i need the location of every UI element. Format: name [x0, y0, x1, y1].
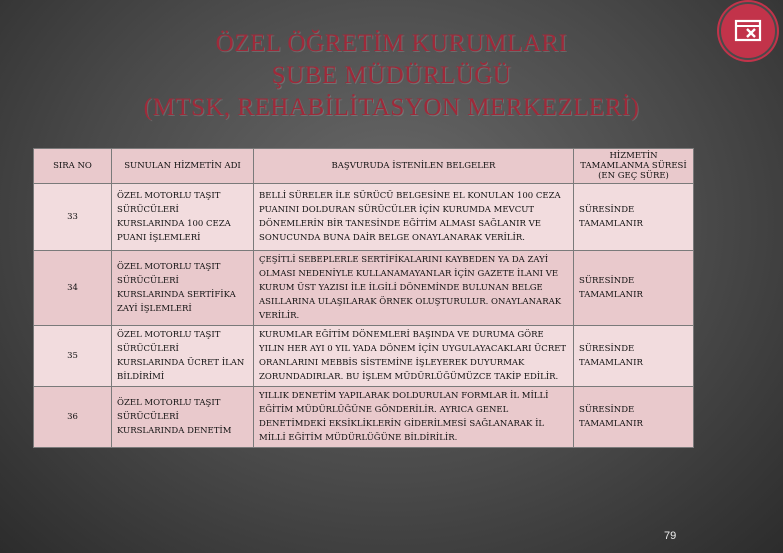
title-line-3: (MTSK, REHABİLİTASYON MERKEZLERİ) [143, 94, 640, 121]
table-row [34, 251, 694, 326]
table-header-row [34, 149, 694, 184]
logo-badge[interactable] [721, 4, 775, 58]
page-title [0, 28, 783, 124]
title-line-1: ÖZEL ÖĞRETİM KURUMLARI [215, 30, 568, 57]
row-number: 33 [34, 184, 112, 251]
row-number: 36 [34, 387, 112, 448]
table-row [34, 326, 694, 387]
close-window-icon [734, 17, 762, 45]
required-documents: BELLİ SÜRELER İLE SÜRÜCÜ BELGESİNE EL KONULAN 100 CEZA PUANINI DOLDURAN SÜRÜCÜLER İÇİN KURUMDA MEVCUT DÖNEMLERİN BİR TANESİNDE EĞİTİM ALMASI SAĞLANIR VE SONUCUNDA BUNA DAİR BELGE ONAYLANARAK VERİLİR. [254, 184, 574, 251]
title-line-2: ŞUBE MÜDÜRLÜĞÜ [271, 62, 512, 89]
page-number: 79 [664, 530, 677, 542]
table-row [34, 184, 694, 251]
completion-time: SÜRESİNDE TAMAMLANIR [574, 326, 694, 387]
header-service-name: SUNULAN HİZMETİN ADI [112, 149, 254, 184]
required-documents: YILLIK DENETİM YAPILARAK DOLDURULAN FORMLAR İL MİLLİ EĞİTİM MÜDÜRLÜĞÜNE GÖNDERİLİR. AYRICA GENEL DENETİMDEKİ EKSİKLİKLERİN GİDERİLMESİ SAĞLANARAK İL MİLLİ EĞİTİM MÜDÜRLÜĞÜNE BİLDİRİLİR. [254, 387, 574, 448]
header-required-documents: BAŞVURUDA İSTENİLEN BELGELER [254, 149, 574, 184]
service-name: ÖZEL MOTORLU TAŞIT SÜRÜCÜLERİ KURSLARINDA 100 CEZA PUANI İŞLEMLERİ [112, 184, 254, 251]
service-name: ÖZEL MOTORLU TAŞIT SÜRÜCÜLERİ KURSLARINDA SERTİFİKA ZAYİ İŞLEMLERİ [112, 251, 254, 326]
row-number: 35 [34, 326, 112, 387]
required-documents: ÇEŞİTLİ SEBEPLERLE SERTİFİKALARINI KAYBEDEN YA DA ZAYİ OLMASI NEDENİYLE KULLANAMAYANLAR İÇİN GAZETE İLANI VE KURUM ÜST YAZISI İLE İLGİLİ DÖNEMİNDE BULUNAN BELGE ASILLARINA ULAŞILARAK ÖRNEK OLUŞTURULUR. ONAYLANARAK VERİLİR. [254, 251, 574, 326]
service-name: ÖZEL MOTORLU TAŞIT SÜRÜCÜLERİ KURSLARINDA DENETİM [112, 387, 254, 448]
header-sira-no: SIRA NO [34, 149, 112, 184]
required-documents: KURUMLAR EĞİTİM DÖNEMLERİ BAŞINDA VE DURUMA GÖRE YILIN HER AYI 0 YIL YADA DÖNEM İÇİN UYGULAYACAKLARI ÜCRET ORANLARINI MEBBİS SİSTEMİNE İŞLEYEREK DUYURMAK ZORUNDADIRLAR. BU İŞLEM MÜDÜRLÜĞÜMÜZCE TAKİP EDİLİR. [254, 326, 574, 387]
service-name: ÖZEL MOTORLU TAŞIT SÜRÜCÜLERİ KURSLARINDA ÜCRET İLAN BİLDİRİMİ [112, 326, 254, 387]
table-row [34, 387, 694, 448]
services-table [33, 148, 694, 448]
row-number: 34 [34, 251, 112, 326]
completion-time: SÜRESİNDE TAMAMLANIR [574, 387, 694, 448]
completion-time: SÜRESİNDE TAMAMLANIR [574, 251, 694, 326]
header-completion-time: HİZMETİN TAMAMLANMA SÜRESİ (EN GEÇ SÜRE) [574, 149, 694, 184]
completion-time: SÜRESİNDE TAMAMLANIR [574, 184, 694, 251]
